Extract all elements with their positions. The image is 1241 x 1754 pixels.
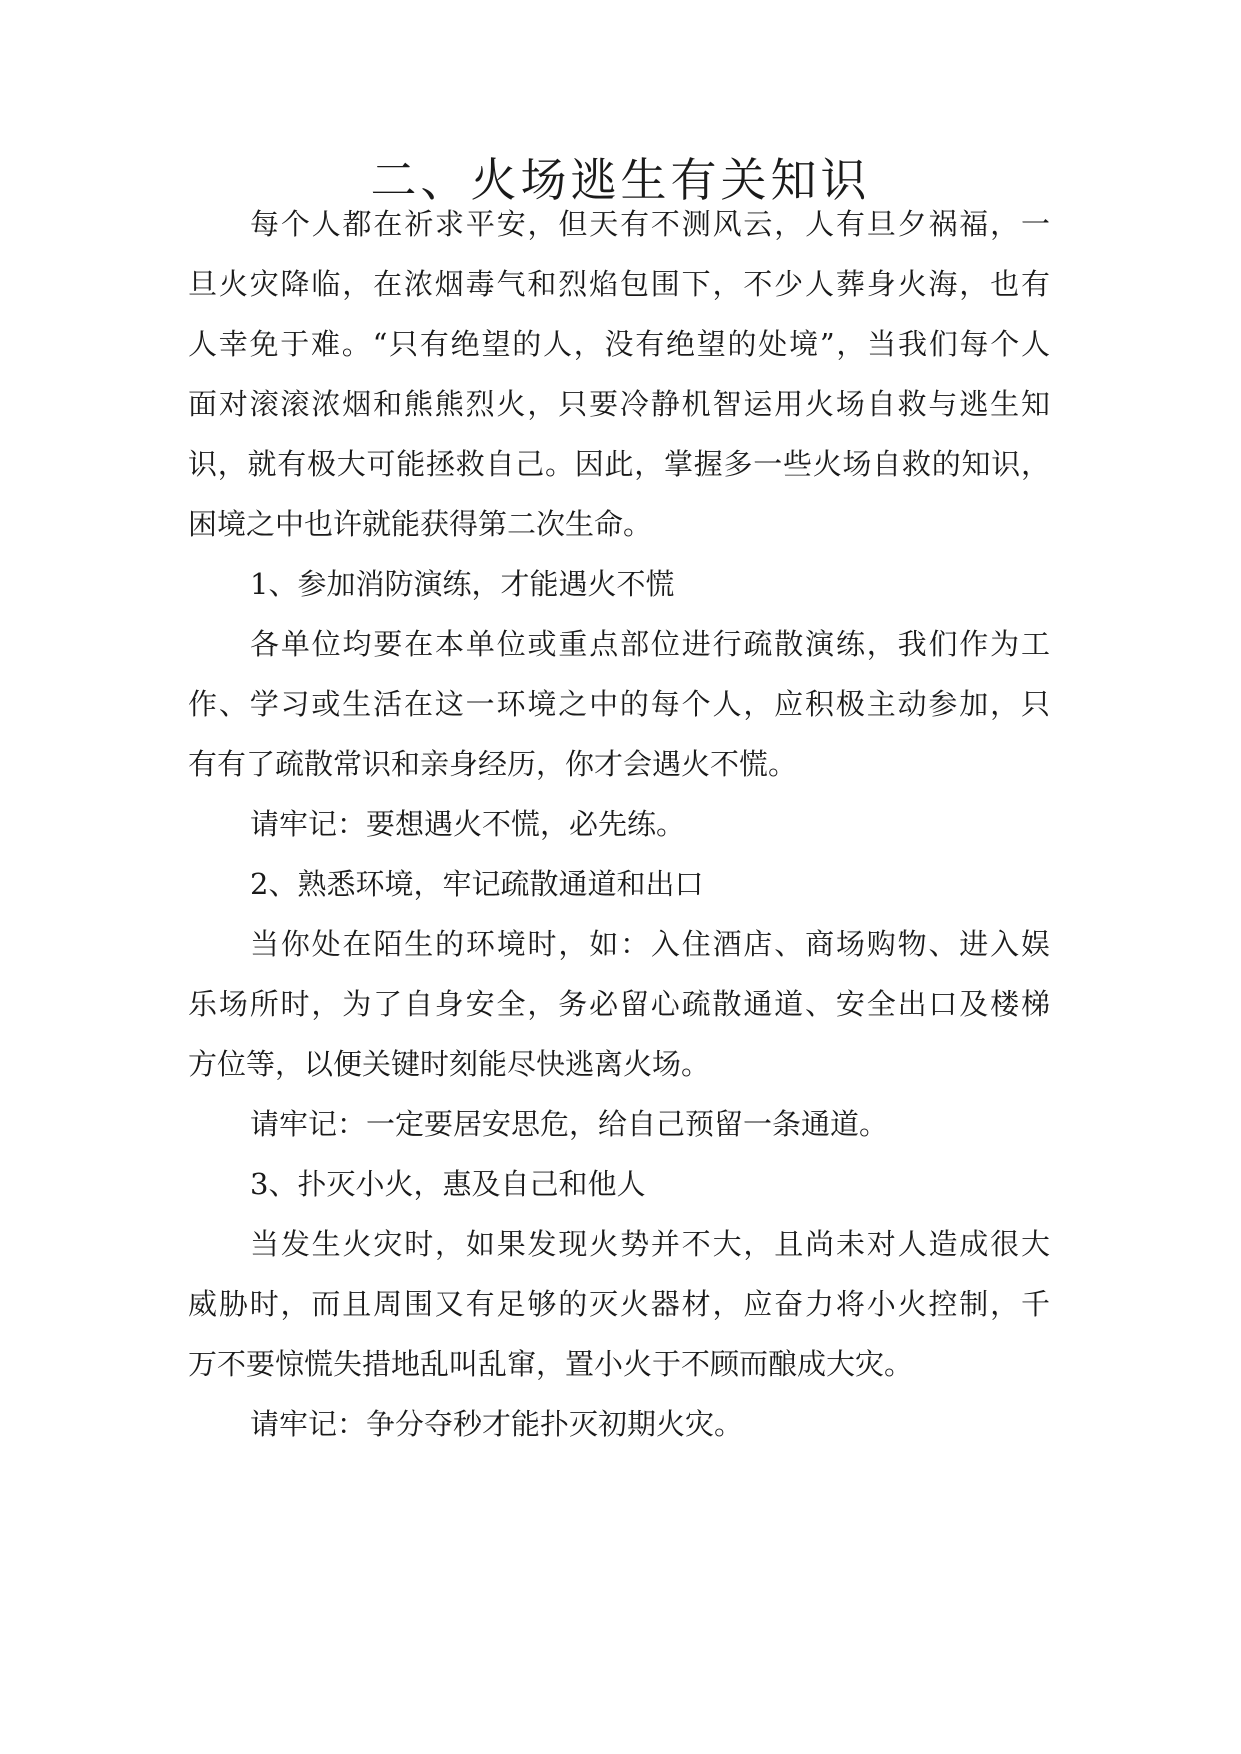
intro-line-2: 旦火灾降临，在浓烟毒气和烈焰包围下，不少人葬身火海，也有 — [188, 267, 1050, 301]
section-2-reminder: 请牢记：一定要居安思危，给自己预留一条通道。 — [250, 1107, 889, 1141]
section-2-line-1: 当你处在陌生的环境时，如：入住酒店、商场购物、进入娱 — [250, 927, 1050, 961]
intro-line-1: 每个人都在祈求平安，但天有不测风云，人有旦夕祸福，一 — [250, 207, 1050, 241]
intro-line-3: 人幸免于难。“只有绝望的人，没有绝望的处境”，当我们每个人 — [188, 327, 1050, 361]
section-3-line-3: 万不要惊慌失措地乱叫乱窜，置小火于不顾而酿成大灾。 — [188, 1347, 914, 1381]
section-2-heading: 2、熟悉环境，牢记疏散通道和出口 — [250, 867, 704, 901]
section-1-line-3: 有有了疏散常识和亲身经历，你才会遇火不慌。 — [188, 747, 798, 781]
section-2-line-2: 乐场所时，为了自身安全，务必留心疏散通道、安全出口及楼梯 — [188, 987, 1050, 1021]
section-3-heading: 3、扑灭小火，惠及自己和他人 — [250, 1167, 646, 1201]
intro-line-4: 面对滚滚浓烟和熊熊烈火，只要冷静机智运用火场自救与逃生知 — [188, 387, 1050, 421]
section-1-reminder: 请牢记：要想遇火不慌，必先练。 — [250, 807, 686, 841]
section-1-line-1: 各单位均要在本单位或重点部位进行疏散演练，我们作为工 — [250, 627, 1050, 661]
section-2-line-3: 方位等，以便关键时刻能尽快逃离火场。 — [188, 1047, 711, 1081]
page-title: 二、火场逃生有关知识 — [370, 153, 871, 207]
section-3-line-1: 当发生火灾时，如果发现火势并不大，且尚未对人造成很大 — [250, 1227, 1050, 1261]
section-3-line-2: 威胁时，而且周围又有足够的灭火器材，应奋力将小火控制，千 — [188, 1287, 1050, 1321]
section-3-reminder: 请牢记：争分夺秒才能扑灭初期火灾。 — [250, 1407, 744, 1441]
intro-line-6: 困境之中也许就能获得第二次生命。 — [188, 507, 653, 541]
section-1-heading: 1、参加消防演练，才能遇火不慌 — [250, 567, 675, 601]
intro-line-5: 识，就有极大可能拯救自己。因此，掌握多一些火场自救的知识， — [188, 447, 1050, 481]
section-1-line-2: 作、学习或生活在这一环境之中的每个人，应积极主动参加，只 — [188, 687, 1050, 721]
